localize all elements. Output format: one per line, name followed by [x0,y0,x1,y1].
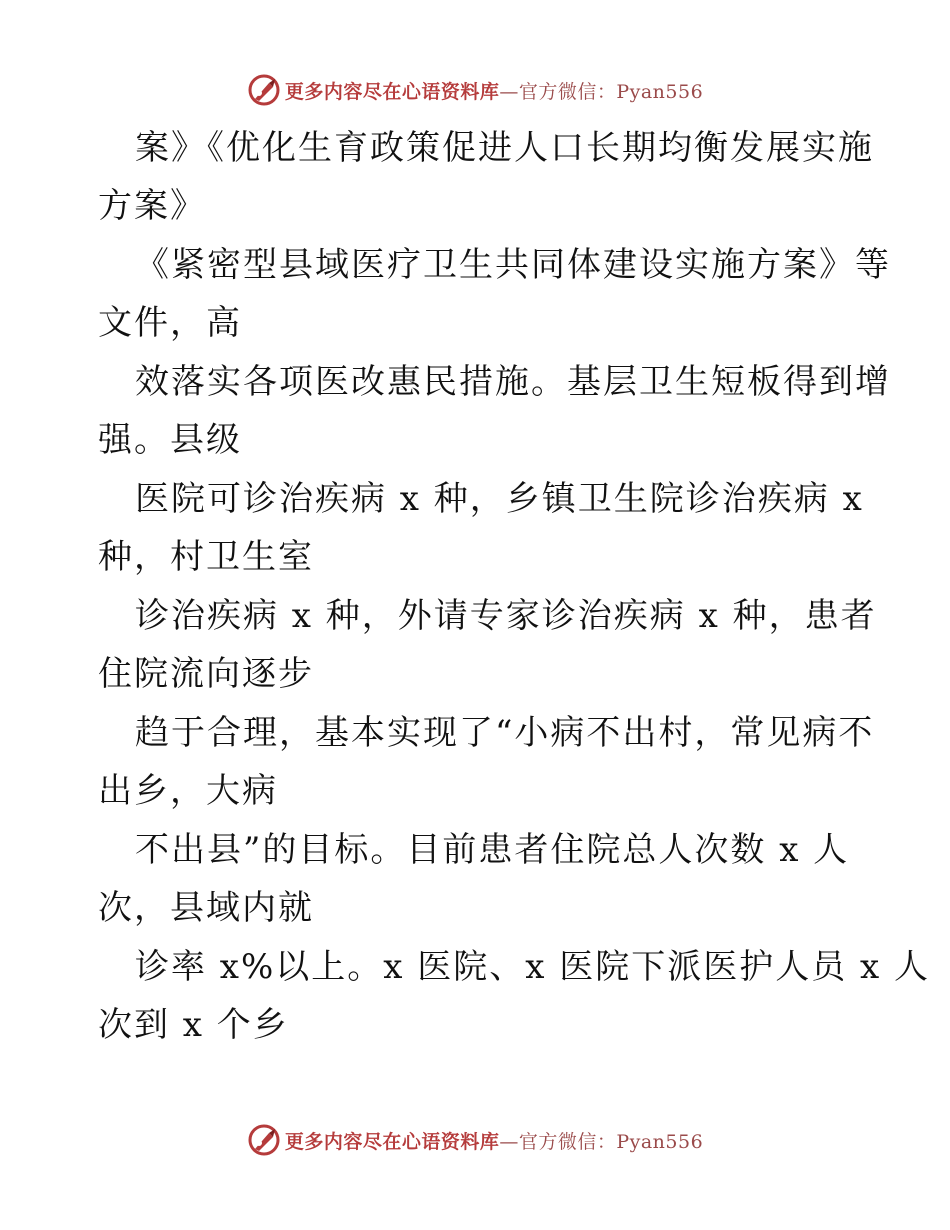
text-line: 方案》 [98,186,206,226]
text-line: 诊治疾病 x 种，外请专家诊治疾病 x 种，患者 [135,596,877,636]
footer-text [285,1127,703,1154]
text-line: 效落实各项医改惠民措施。基层卫生短板得到增 [135,362,891,402]
pen-logo-icon [247,1123,281,1157]
text-line: 强。县级 [98,420,242,460]
text-line: 医院可诊治疾病 x 种，乡镇卫生院诊治疾病 x [135,479,864,519]
text-line: 种，村卫生室 [98,537,314,577]
header-bold-text: 更多内容尽在心语资料库 [284,80,500,103]
footer-banner [0,1120,950,1160]
footer-plain-text: —官方微信：Pyan556 [499,1130,704,1153]
footer-bold-text: 更多内容尽在心语资料库 [284,1130,500,1153]
text-line: 不出县”的目标。目前患者住院总人次数 x 人 [135,830,850,870]
text-line: 诊率 x%以上。x 医院、x 医院下派医护人员 x 人 [135,947,931,987]
text-line: 住院流向逐步 [98,654,314,694]
text-line: 出乡，大病 [98,771,278,811]
header-text [285,77,703,104]
text-line: 次，县域内就 [98,888,314,928]
text-line: 文件，高 [98,303,242,343]
text-line: 次到 x 个乡 [98,1005,289,1045]
header-plain-text: —官方微信：Pyan556 [499,80,704,103]
text-line: 案》《优化生育政策促进人口长期均衡发展实施 [135,128,874,168]
text-line: 《紧密型县域医疗卫生共同体建设实施方案》等 [135,245,891,285]
text-line: 趋于合理，基本实现了“小病不出村，常见病不 [135,713,875,753]
header-banner [0,70,950,110]
pen-logo-icon [247,73,281,107]
